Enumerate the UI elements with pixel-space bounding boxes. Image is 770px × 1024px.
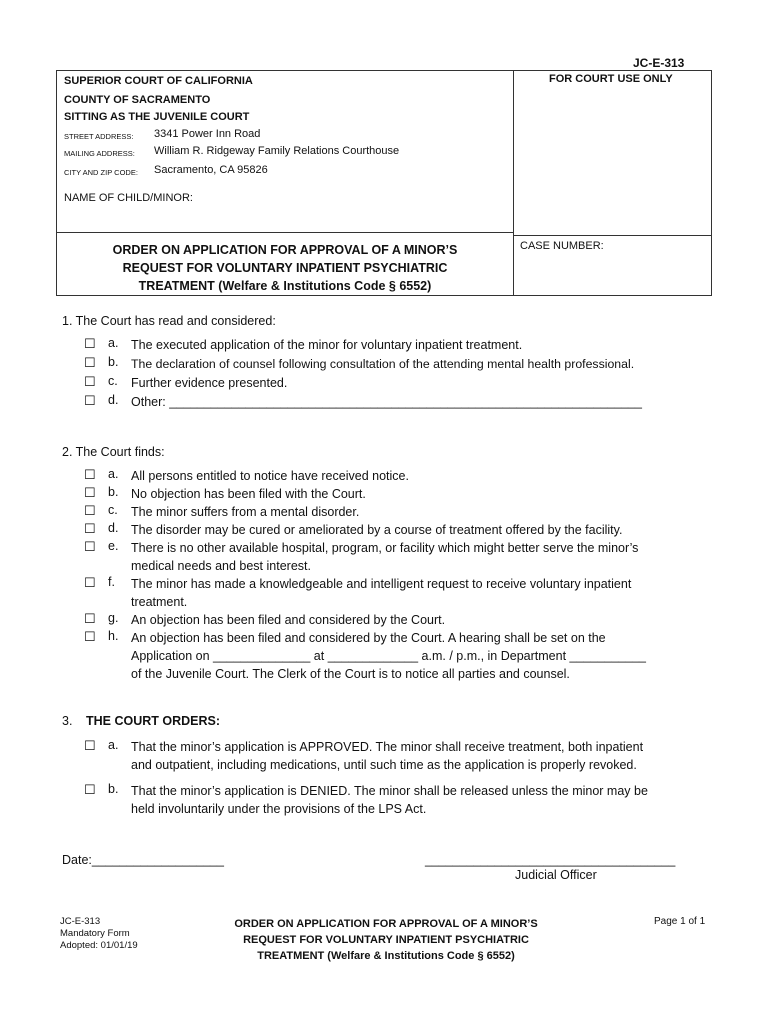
footer-form-id: JC-E-313	[60, 916, 101, 927]
date-field[interactable]: Date:___________________	[62, 853, 224, 867]
mailing-address-label: MAILING ADDRESS:	[64, 149, 135, 158]
page-number: Page 1 of 1	[654, 916, 706, 927]
checkbox[interactable]: ☐	[84, 485, 96, 500]
item-letter: b.	[108, 485, 119, 499]
section-3-list	[84, 738, 714, 818]
list-item	[84, 782, 714, 818]
item-letter: a.	[108, 738, 119, 752]
footer-mandatory: Mandatory Form	[60, 928, 130, 939]
item-text: and outpatient, including medications, until such time as the application is properly revoked.	[131, 758, 637, 772]
name-divider	[57, 232, 513, 233]
item-letter: b.	[108, 355, 119, 369]
checkbox[interactable]: ☐	[84, 611, 96, 626]
item-letter: f.	[108, 575, 115, 589]
item-text: The declaration of counsel following consultation of the attending mental health professional.	[131, 357, 635, 371]
item-letter: d.	[108, 521, 119, 535]
item-letter: d.	[108, 393, 119, 407]
item-text: An objection has been filed and considered by the Court. A hearing shall be set on the	[131, 631, 606, 645]
court-sitting: SITTING AS THE JUVENILE COURT	[64, 111, 250, 123]
list-item	[84, 503, 714, 521]
item-text: The executed application of the minor for voluntary inpatient treatment.	[131, 338, 523, 352]
item-text: That the minor’s application is DENIED. The minor shall be released unless the minor may be	[131, 784, 648, 798]
form-id: JC-E-313	[633, 56, 685, 70]
street-address-label: STREET ADDRESS:	[64, 132, 134, 141]
item-letter: c.	[108, 374, 118, 388]
judicial-officer-signature-line[interactable]: ____________________________________	[425, 853, 676, 867]
footer-title-line: TREATMENT (Welfare & Institutions Code § 6552)	[257, 950, 515, 962]
mailing-address-value: William R. Ridgeway Family Relations Courthouse	[154, 145, 400, 157]
section-3-number: 3.	[62, 714, 73, 728]
court-name: SUPERIOR COURT OF CALIFORNIA	[64, 75, 253, 87]
city-zip-value: Sacramento, CA 95826	[154, 164, 268, 176]
checkbox[interactable]: ☐	[84, 629, 96, 644]
footer-form-info	[60, 916, 138, 952]
item-text: No objection has been filed with the Court.	[131, 487, 366, 501]
checkbox[interactable]: ☐	[84, 539, 96, 554]
item-text: medical needs and best interest.	[131, 559, 311, 573]
footer-title-line: ORDER ON APPLICATION FOR APPROVAL OF A MINOR’S	[234, 918, 538, 930]
item-text: Further evidence presented.	[131, 376, 288, 390]
list-item	[84, 611, 714, 629]
city-zip-label: CITY AND ZIP CODE:	[64, 168, 138, 177]
caption-divider	[513, 71, 514, 296]
list-item	[84, 539, 714, 575]
item-text: All persons entitled to notice have received notice.	[131, 469, 409, 483]
checkbox[interactable]: ☐	[84, 467, 96, 482]
item-letter: c.	[108, 503, 118, 517]
item-text: treatment.	[131, 595, 188, 609]
checkbox[interactable]: ☐	[84, 336, 96, 351]
case-number-label: CASE NUMBER:	[520, 240, 604, 252]
other-field[interactable]: Other: ____________________________________________________________________	[131, 395, 642, 409]
item-letter: e.	[108, 539, 119, 553]
court-use-label: FOR COURT USE ONLY	[549, 73, 673, 85]
checkbox[interactable]: ☐	[84, 521, 96, 536]
footer-adopted: Adopted: 01/01/19	[60, 940, 138, 951]
item-letter: h.	[108, 629, 119, 643]
footer-title-line: REQUEST FOR VOLUNTARY INPATIENT PSYCHIATRIC	[243, 934, 529, 946]
form-title-line: REQUEST FOR VOLUNTARY INPATIENT PSYCHIATRIC	[122, 261, 448, 275]
checkbox[interactable]: ☐	[84, 782, 96, 797]
checkbox[interactable]: ☐	[84, 503, 96, 518]
hearing-fields[interactable]: Application on ______________ at _____________ a.m. / p.m., in Department ___________	[131, 649, 646, 663]
item-text: of the Juvenile Court. The Clerk of the Court is to notice all parties and counsel.	[131, 667, 570, 681]
caption-box	[56, 70, 712, 296]
item-letter: a.	[108, 467, 119, 481]
court-use-divider	[513, 235, 712, 236]
item-text: The minor has made a knowledgeable and intelligent request to receive voluntary inpatient	[131, 577, 632, 591]
item-text: There is no other available hospital, program, or facility which might better serve the minor’s	[131, 541, 639, 555]
list-item	[84, 738, 714, 782]
item-text: The minor suffers from a mental disorder.	[131, 505, 360, 519]
list-item	[84, 629, 714, 683]
form-title	[57, 241, 513, 295]
list-item	[84, 575, 714, 611]
item-text: That the minor’s application is APPROVED. The minor shall receive treatment, both inpatient	[131, 740, 644, 754]
form-title-line: TREATMENT (Welfare & Institutions Code § 6552)	[138, 279, 432, 293]
checkbox[interactable]: ☐	[84, 355, 96, 370]
section-1-heading: 1. The Court has read and considered:	[62, 314, 276, 328]
item-text: An objection has been filed and considered by the Court.	[131, 613, 446, 627]
section-3-heading: THE COURT ORDERS:	[86, 714, 221, 728]
checkbox[interactable]: ☐	[84, 374, 96, 389]
county-name: COUNTY OF SACRAMENTO	[64, 94, 211, 106]
footer-title	[196, 916, 576, 964]
list-item	[84, 521, 714, 539]
street-address-value: 3341 Power Inn Road	[154, 128, 261, 140]
judicial-officer-label: Judicial Officer	[515, 868, 597, 882]
checkbox[interactable]: ☐	[84, 393, 96, 408]
list-item	[84, 485, 714, 503]
item-text: held involuntarily under the provisions of the LPS Act.	[131, 802, 427, 816]
checkbox[interactable]: ☐	[84, 575, 96, 590]
item-text: The disorder may be cured or ameliorated by a course of treatment offered by the facility.	[131, 523, 623, 537]
item-letter: a.	[108, 336, 119, 350]
checkbox[interactable]: ☐	[84, 738, 96, 753]
child-name-label: NAME OF CHILD/MINOR:	[64, 192, 193, 204]
section-2-heading: 2. The Court finds:	[62, 445, 165, 459]
section-2-list	[84, 467, 714, 683]
form-title-line: ORDER ON APPLICATION FOR APPROVAL OF A MINOR’S	[112, 243, 458, 257]
item-letter: g.	[108, 611, 119, 625]
item-letter: b.	[108, 782, 119, 796]
list-item	[84, 467, 714, 485]
